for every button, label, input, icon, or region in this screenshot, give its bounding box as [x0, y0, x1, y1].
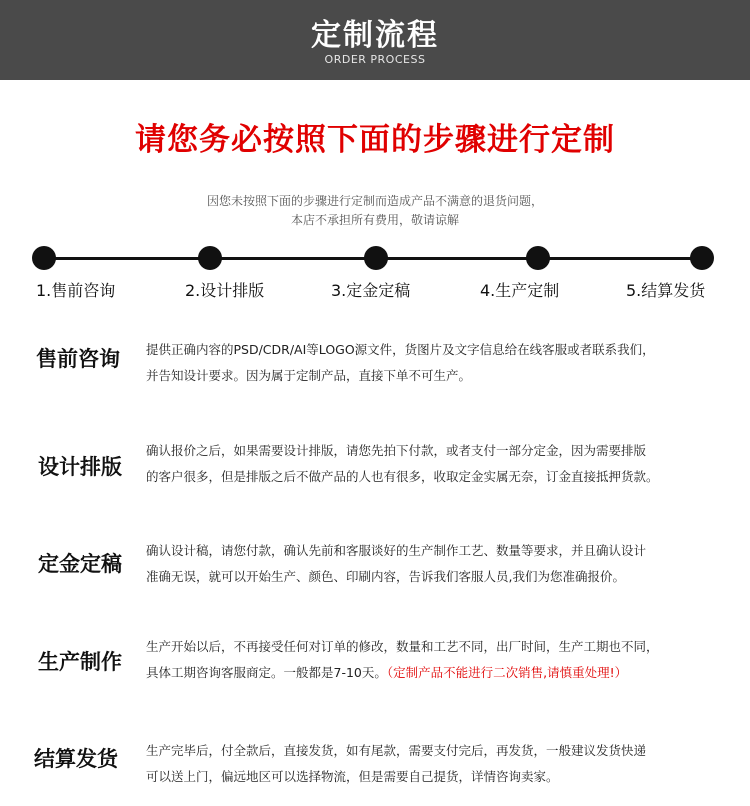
timeline-dot-5 — [690, 246, 714, 270]
timeline-dot-1 — [32, 246, 56, 270]
timeline-dot-3 — [364, 246, 388, 270]
section-title-delivery: 结算发货 — [34, 747, 118, 771]
notice-line-2: 本店不承担所有费用，敬请谅解 — [290, 213, 459, 227]
notice-line-1: 因您未按照下面的步骤进行定制而造成产品不满意的退货问题， — [206, 194, 543, 208]
section-body-delivery — [146, 738, 726, 790]
section-title-design: 设计排版 — [38, 455, 122, 479]
banner-scalloped-edge — [0, 76, 750, 84]
section-line: 提供正确内容的PSD/CDR/AI等LOGO源文件，货图片及文字信息给在线客服或者联系我们， — [146, 342, 655, 357]
section-line: 生产开始以后，不再接受任何对订单的修改，数量和工艺不同，出厂时间，生产工期也不同， — [146, 639, 659, 654]
step-label-4: 4.生产定制 — [480, 281, 560, 300]
header-title: 定制流程 — [311, 18, 439, 53]
section-title-deposit: 定金定稿 — [38, 552, 122, 576]
section-title-production: 生产制作 — [38, 650, 122, 674]
timeline-dot-2 — [198, 246, 222, 270]
section-line: 确认报价之后，如果需要设计排版，请您先拍下付款，或者支付一部分定金，因为需要排版 — [146, 443, 647, 458]
timeline-dot-4 — [526, 246, 550, 270]
section-line: 的客户很多，但是排版之后不做产品的人也有很多，收取定金实属无奈，订金直接抵押货款。 — [146, 469, 659, 484]
step-label-5: 5.结算发货 — [626, 281, 706, 300]
section-line — [146, 660, 726, 686]
section-body-design — [146, 438, 726, 490]
section-line: 准确无误，就可以开始生产、颜色、印刷内容，告诉我们客服人员,我们为您准确报价。 — [146, 569, 625, 584]
section-title-consult: 售前咨询 — [36, 347, 120, 371]
notice — [0, 192, 750, 230]
section-body-deposit — [146, 538, 726, 590]
section-line: 并告知设计要求。因为属于定制产品，直接下单不可生产。 — [146, 368, 472, 383]
section-body-consult — [146, 337, 726, 389]
section-line: 可以送上门，偏远地区可以选择物流，但是需要自己提货，详情咨询卖家。 — [146, 769, 559, 784]
section-body-production — [146, 634, 726, 686]
warning-text: （定制产品不能进行二次销售,请慎重处理!） — [386, 665, 628, 680]
headline: 请您务必按照下面的步骤进行定制 — [135, 122, 615, 158]
section-line-text: 具体工期咨询客服商定。一般都是7-10天。 — [146, 665, 387, 680]
section-line: 确认设计稿，请您付款，确认先前和客服谈好的生产制作工艺、数量等要求，并且确认设计 — [146, 543, 647, 558]
header-subtitle: ORDER PROCESS — [324, 53, 426, 66]
section-line: 生产完毕后，付全款后，直接发货，如有尾款，需要支付完后，再发货，一般建议发货快递 — [146, 743, 647, 758]
header-banner — [0, 0, 750, 80]
step-label-3: 3.定金定稿 — [331, 281, 411, 300]
step-label-1: 1.售前咨询 — [36, 281, 116, 300]
step-label-2: 2.设计排版 — [185, 281, 265, 300]
